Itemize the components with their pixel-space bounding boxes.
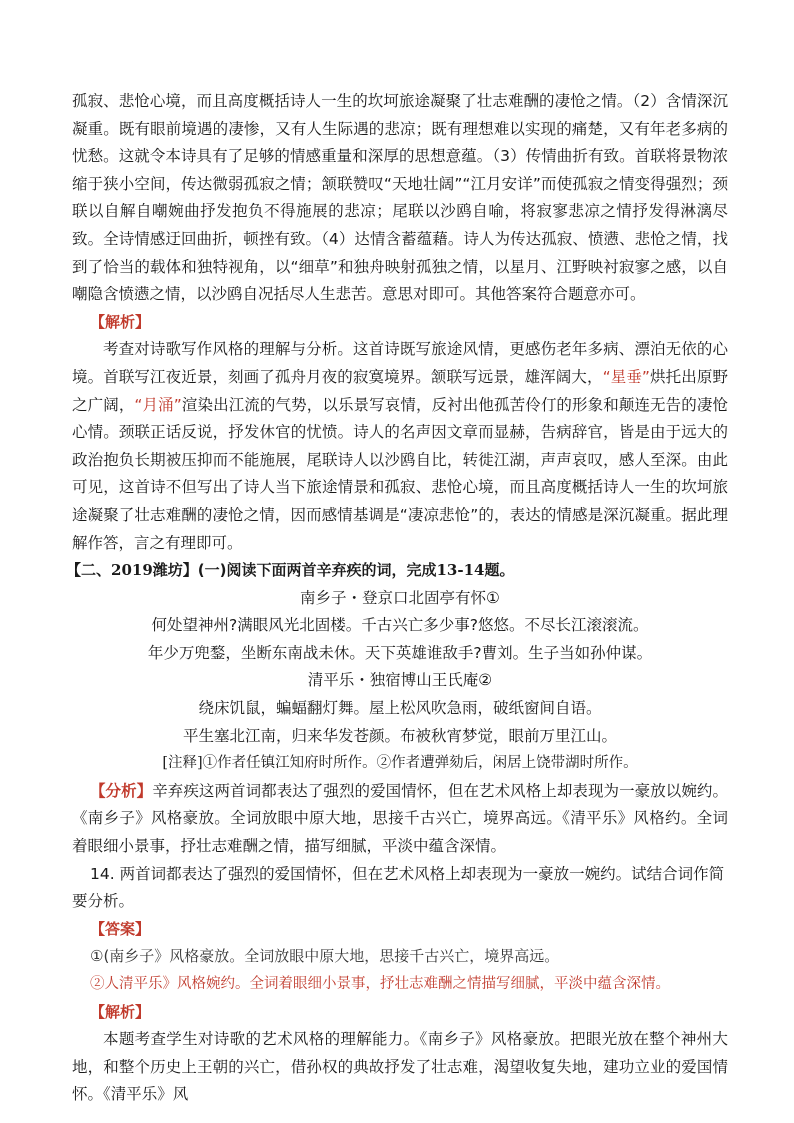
fenxi-text: 辛弃疾这两首词都表达了强烈的爱国情怀，但在艺术风格上却表现为一豪放以婉约。《南乡子》风格豪放。全词放眼中原大地，思接千古兴亡，境界高远。《清平乐》风格约。全词着眼细小景事，抒壮志难酬之情，描写细腻，平淡中蕴含深情。 [72, 781, 728, 856]
analysis-label-1: 【解析】 [90, 312, 151, 331]
poem-notes: [注释]①作者任镇江知府时所作。②作者遭弹劾后，闲居上饶带湖时所作。 [162, 755, 638, 772]
answer-line-1: ①(南乡子》风格豪放。全词放眼中原大地，思接千古兴亡，境界高远。 [90, 947, 560, 966]
poem1-line2: 年少万兜鍪，坐断东南战未休。天下英雄谁敌手?曹刘。生子当如孙仲谋。 [147, 643, 653, 662]
document-page [66, 88, 728, 1109]
highlight-xingchui: “星垂” [602, 367, 650, 386]
analysis-text-c: 渲染出江流的气势，以乐景写哀情，反衬出他孤苦伶仃的形象和颠连无告的凄怆心情。颈联正话反说，抒发休官的忧愤。诗人的名声因文章而显赫，告病辞官，皆是由于远大的政治抱负长期被压抑而不能施展，尾联诗人以沙鸥自比，转徙江湖，声声哀叹，感人至深。由此可见，这首诗不但写出了诗人当下旅途情景和孤寂、悲怆心境，而且高度概括诗人一生的坎坷旅途凝聚了壮志难酬的凄怆之情，因而感情基调是“凄凉悲怆”的，表达的情感是深沉凝重。据此理解作答，言之有理即可。 [72, 395, 728, 552]
answer-label: 【答案】 [90, 919, 151, 938]
analysis-paragraph-3: 本题考查学生对诗歌的艺术风格的理解能力。《南乡子》风格豪放。把眼光放在整个神州大地，和整个历史上王朝的兴亡，借孙权的典故抒发了壮志难，渴望收复失地，建功立业的爱国情怀。《清平乐》风 [72, 1030, 728, 1104]
question-14: 14. 两首词都表达了强烈的爱国情怀，但在艺术风格上却表现为一豪放一婉约。试结合词作简要分析。 [72, 864, 725, 911]
poem2-title: 清平乐・独宿博山王氏庵② [307, 671, 493, 690]
analysis-label-2: 【解析】 [90, 1002, 151, 1021]
analysis-text-b: 烘托出原野之广阔， [72, 367, 728, 414]
analysis-text-a: 考查对诗歌写作风格的理解与分析。这首诗既写旅途风情，更感伤老年多病、漂泊无依的心境。首联写江夜近景，刻画了孤舟月夜的寂寞境界。颔联写远景，雄浑阔大， [72, 340, 728, 386]
fenxi-label: 【分析】 [90, 781, 153, 800]
poem2-line1: 绕床饥鼠，蝙蝠翻灯舞。屋上松风吹急雨，破纸窗间自语。 [198, 699, 602, 718]
poem1-title: 南乡子・登京口北固亭有怀① [300, 588, 500, 607]
answer-line-2: ②人清平乐》风格婉约。全词着眼细小景事，抒壮志难酬之情描写细腻，平淡中蕴含深情。 [90, 976, 670, 992]
poem2-line2: 平生塞北江南，归来华发苍颜。布被秋宵梦觉，眼前万里江山。 [182, 726, 617, 745]
highlight-yueyong: “月涌” [134, 395, 182, 414]
answer-continuation-paragraph: 孤寂、悲怆心境，而且高度概括诗人一生的坎坷旅途凝聚了壮志难酬的凄怆之情。（2）含情深沉凝重。既有眼前境遇的凄惨，又有人生际遇的悲凉；既有理想难以实现的痛楚，又有年老多病的忧愁。这就令本诗具有了足够的情感重量和深厚的思想意蕴。（3）传情曲折有致。首联将景物浓缩于狭小空间，传达微弱孤寂之情；颔联赞叹“天地壮阔”“江月安详”而使孤寂之情变得强烈；颈联以自解自嘲婉曲抒发抱负不得施展的悲凉；尾联以沙鸥自喻，将寂寥悲凉之情抒发得淋漓尽致。全诗情感迂回曲折，顿挫有致。（4）达情含蓄蕴藉。诗人为传达孤寂、愤懑、悲怆之情，找到了恰当的载体和独特视角，以“细草”和独舟映射孤独之情，以星月、江野映衬寂寥之感，以自嘲隐含愤懑之情，以沙鸥自况括尽人生悲苦。意思对即可。其他答案符合题意亦可。 [72, 92, 728, 304]
analysis-paragraph-2 [72, 778, 728, 861]
analysis-paragraph-1 [72, 336, 728, 557]
poem1-line1: 何处望神州?满眼风光北固楼。千古兴亡多少事?悠悠。不尽长江滚滚流。 [151, 616, 649, 635]
section-heading: 【二、2019潍坊】(一)阅读下面两首辛弃疾的词，完成13-14题。 [66, 561, 515, 580]
